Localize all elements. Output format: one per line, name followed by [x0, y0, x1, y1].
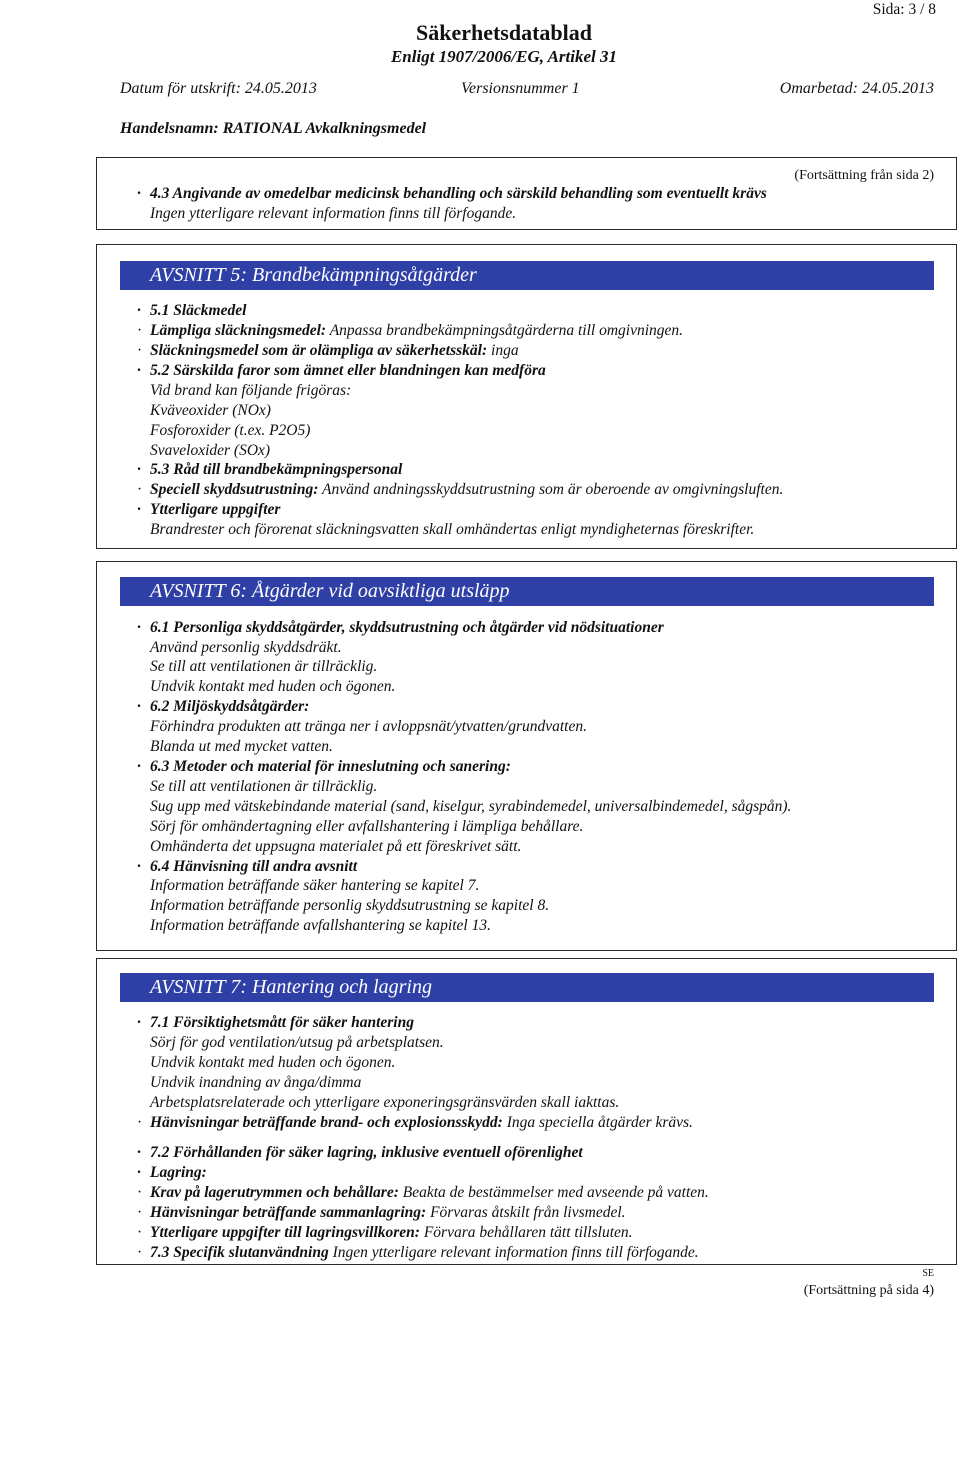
revised-date: Omarbetad: 24.05.2013 [779, 80, 934, 97]
section-5-2-line: Fosforoxider (t.ex. P2O5) [150, 422, 311, 439]
section-5-3-more-text: Brandrester och förorenat släckningsvatten skall omhändertas enligt myndigheternas föreskrifter. [150, 521, 755, 538]
section-6-2-line: Blanda ut med mycket vatten. [150, 738, 333, 755]
section-6-4-line: Information beträffande personlig skyddsutrustning se kapitel 8. [150, 897, 550, 914]
section-7-1-line: Sörj för god ventilation/utsug på arbetsplatsen. [150, 1034, 444, 1051]
document-subtitle: Enligt 1907/2006/EG, Artikel 31 [390, 47, 618, 66]
section-5-3-equipment: · Speciell skyddsutrustning: Använd andningsskyddsutrustning som är oberoende av omgivningsluften. [137, 481, 784, 498]
section-5-3-heading: · 5.3 Råd till brandbekämpningspersonal [137, 461, 403, 478]
section-6-1-heading: · 6.1 Personliga skyddsåtgärder, skyddsutrustning och åtgärder vid nödsituationer [137, 619, 664, 636]
print-date: Datum för utskrift: 24.05.2013 [120, 80, 317, 97]
trade-name: Handelsnamn: RATIONAL Avkalkningsmedel [120, 120, 427, 137]
section-5-2-line: Svaveloxider (SOx) [150, 442, 271, 459]
continued-to: (Fortsättning på sida 4) [803, 1283, 934, 1298]
continued-from: (Fortsättning från sida 2) [794, 168, 934, 183]
section-5-3-more-heading: · Ytterligare uppgifter [137, 501, 281, 518]
section-4-3-text: Ingen ytterligare relevant information finns till förfogande. [150, 205, 517, 222]
section-7-3-end-use: · 7.3 Specifik slutanvändning Ingen ytterligare relevant information finns till förfogande. [137, 1244, 699, 1261]
country-code: SE [922, 1268, 934, 1279]
section-7-1-fire-protection: · Hänvisningar beträffande brand- och explosionsskydd: Inga speciella åtgärder krävs. [137, 1114, 693, 1131]
section-6-3-line: Sug upp med vätskebindande material (sand, kiselgur, syrabindemedel, universalbindemedel, sågspån). [150, 798, 792, 815]
section-6-2-heading: · 6.2 Miljöskyddsåtgärder: [137, 698, 310, 715]
section-5-2-heading: · 5.2 Särskilda faror som ämnet eller blandningen kan medföra [137, 362, 546, 379]
section-5-1-unsuitable: · Släckningsmedel som är olämpliga av säkerhetsskäl: inga [137, 342, 519, 359]
section-7-1-line: Undvik kontakt med huden och ögonen. [150, 1054, 396, 1071]
section-5-1-heading: · 5.1 Släckmedel [137, 302, 247, 319]
section-6-3-line: Sörj för omhändertagning eller avfallshantering i lämpliga behållare. [150, 818, 584, 835]
version-number: Versionsnummer 1 [461, 80, 580, 97]
section-5-title: AVSNITT 5: Brandbekämpningsåtgärder [120, 261, 934, 290]
section-7-2-storage: · Lagring: [137, 1164, 207, 1181]
section-6-4-line: Information beträffande avfallshantering se kapitel 13. [150, 917, 491, 934]
section-6-2-line: Förhindra produkten att tränga ner i avloppsnät/ytvatten/grundvatten. [150, 718, 587, 735]
document-title: Säkerhetsdatablad [415, 20, 593, 45]
section-6-4-line: Information beträffande säker hantering se kapitel 7. [150, 877, 480, 894]
section-6-4-heading: · 6.4 Hänvisning till andra avsnitt [137, 858, 358, 875]
section-6-3-heading: · 6.3 Metoder och material för inneslutning och sanering: [137, 758, 511, 775]
section-6-1-line: Se till att ventilationen är tillräcklig. [150, 658, 378, 675]
section-7-2-requirements: · Krav på lagerutrymmen och behållare: Beakta de bestämmelser med avseende på vatten. [137, 1184, 709, 1201]
section-7-2-more-info: · Ytterligare uppgifter till lagringsvillkoren: Förvara behållaren tätt tillsluten. [137, 1224, 633, 1241]
section-6-title: AVSNITT 6: Åtgärder vid oavsiktliga utsläpp [120, 577, 934, 606]
page-number: Sida: 3 / 8 [872, 1, 936, 18]
section-7-title: AVSNITT 7: Hantering och lagring [120, 973, 934, 1002]
section-6-3-line: Omhänderta det uppsugna materialet på ett föreskrivet sätt. [150, 838, 522, 855]
section-7-1-line: Arbetsplatsrelaterade och ytterligare exponeringsgränsvärden skall iakttas. [150, 1094, 620, 1111]
section-7-2-joint-storage: · Hänvisningar beträffande sammanlagring: Förvaras åtskilt från livsmedel. [137, 1204, 626, 1221]
section-7-1-line: Undvik inandning av ånga/dimma [150, 1074, 362, 1091]
section-6-1-line: Undvik kontakt med huden och ögonen. [150, 678, 396, 695]
section-7-2-heading: · 7.2 Förhållanden för säker lagring, inklusive eventuell oförenlighet [137, 1144, 583, 1161]
section-6-1-line: Använd personlig skyddsdräkt. [150, 639, 342, 656]
section-4-3-heading: · 4.3 Angivande av omedelbar medicinsk behandling och särskild behandling som eventuellt krävs [137, 185, 767, 202]
section-5-1-suitable: · Lämpliga släckningsmedel: Anpassa brandbekämpningsåtgärderna till omgivningen. [137, 322, 684, 339]
section-6-3-line: Se till att ventilationen är tillräcklig. [150, 778, 378, 795]
section-5-2-line: Kväveoxider (NOx) [150, 402, 271, 419]
section-5-2-line: Vid brand kan följande frigöras: [150, 382, 352, 399]
section-7-1-heading: · 7.1 Försiktighetsmått för säker hantering [137, 1014, 414, 1031]
